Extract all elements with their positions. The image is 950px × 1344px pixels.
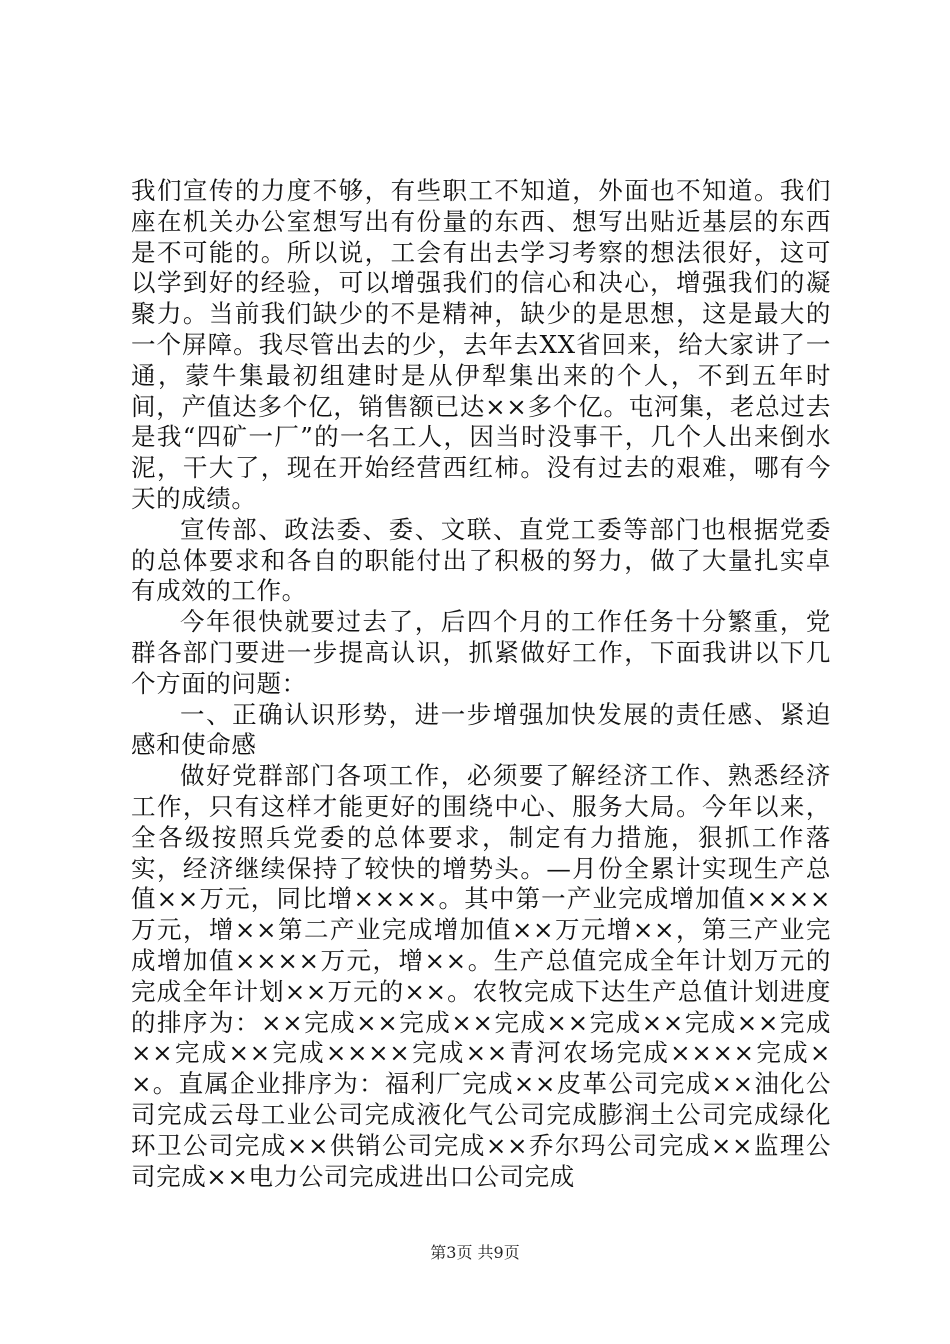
paragraph-propaganda-departments: 宣传部、政法委、委、文联、直党工委等部门也根据党委的总体要求和各自的职能付出了积极的努力，做了大量扎实卓有成效的工作。 [131, 514, 831, 606]
document-body [131, 176, 831, 1192]
section-heading-one: 一、正确认识形势，进一步增强加快发展的责任感、紧迫感和使命感 [131, 699, 831, 760]
paragraph-continued: 我们宣传的力度不够，有些职工不知道，外面也不知道。我们座在机关办公室想写出有份量的东西、想写出贴近基层的东西是不可能的。所以说，工会有出去学习考察的想法很好，这可以学到好的经验，可以增强我们的信心和决心，增强我们的凝聚力。当前我们缺少的不是精神，缺少的是思想，这是最大的一个屏障。我尽管出去的少，去年去XX省回来，给大家讲了一通，蒙牛集最初组建时是从伊犁集出来的个人，不到五年时间，产值达多个亿，销售额已达××多个亿。屯河集，老总过去是我“四矿一厂”的一名工人，因当时没事干，几个人出来倒水泥，干大了，现在开始经营西红柿。没有过去的艰难，哪有今天的成绩。 [131, 176, 831, 513]
page-footer: 第3页 共9页 [430, 1243, 520, 1262]
paragraph-economic-work: 做好党群部门各项工作，必须要了解经济工作、熟悉经济工作，只有这样才能更好的围绕中心、服务大局。今年以来，全各级按照兵党委的总体要求，制定有力措施，狠抓工作落实，经济继续保持了较快的增势头。—月份全累计实现生产总值××万元，同比增××××。其中第一产业完成增加值××××万元，增××第二产业完成增加值××万元增××，第三产业完成增加值××××万元，增××。生产总值完成全年计划万元的完成全年计划××万元的××。农牧完成下达生产总值计划进度的排序为：××完成××完成××完成××完成××完成××完成××完成××完成××××完成××青河农场完成××××完成××。直属企业排序为：福利厂完成××皮革公司完成××油化公司完成云母工业公司完成液化气公司完成膨润土公司完成绿化环卫公司完成××供销公司完成××乔尔玛公司完成××监理公司完成××电力公司完成进出口公司完成 [131, 761, 831, 1191]
paragraph-remaining-tasks: 今年很快就要过去了，后四个月的工作任务十分繁重，党群各部门要进一步提高认识，抓紧做好工作，下面我讲以下几个方面的问题： [131, 607, 831, 698]
